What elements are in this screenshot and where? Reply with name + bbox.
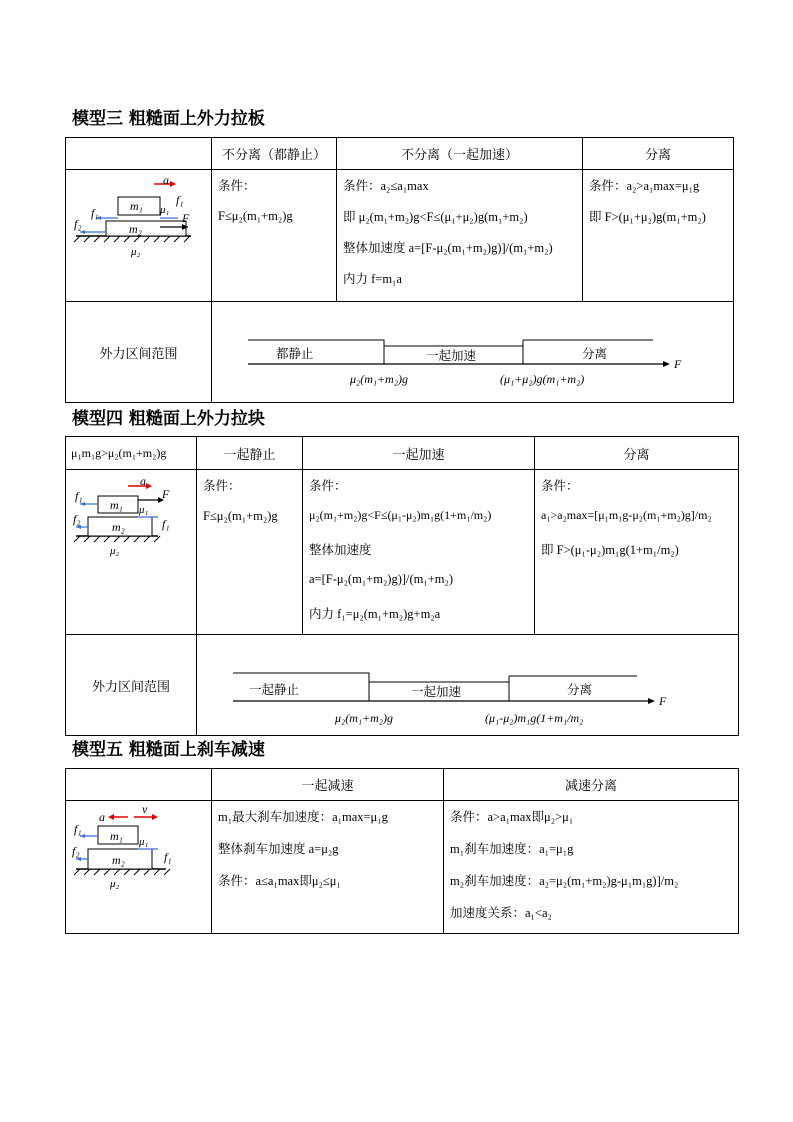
model4-header-2: 一起加速 — [303, 437, 535, 470]
model5-diagram-f1-right: f₁ — [164, 850, 172, 864]
model4-col1-line-1: 条件： — [203, 479, 241, 493]
model3-diagram-mu2: μ₂ — [131, 246, 141, 258]
model4-top-block-label: m₁ — [110, 498, 123, 512]
model5-col1-cell — [212, 801, 444, 934]
model4-bar-3: 分离 — [567, 682, 593, 697]
model5-col2-line-1: 条件：a>a₁max即μ₂>μ₁ — [450, 810, 574, 824]
model3-bar-2: 一起加速 — [426, 348, 477, 363]
model3-corner-cell — [66, 138, 212, 170]
model5-col1-line-3: 条件：a≤a₁max即μ₂≤μ₁ — [218, 874, 341, 888]
model4-col2-line-1: 条件： — [309, 479, 347, 493]
model4-block-diagram — [66, 470, 197, 630]
model4-col3-line-1: 条件： — [541, 479, 579, 493]
model5-diagram-f2: f₂ — [72, 844, 80, 858]
model3-col3-cell — [583, 170, 734, 302]
model4-col1-line-2: F≤μ₂(m₁+m₂)g — [203, 509, 278, 523]
model5-table — [65, 768, 739, 934]
model3-header-1: 不分离（都静止） — [212, 138, 337, 170]
model3-col2-line-3: 整体加速度 a=[F-μ₂(m₁+m₂)g)]/(m₁+m₂) — [343, 241, 553, 255]
model5-header-2: 减速分离 — [444, 769, 739, 801]
model5-col2-line-3: m₂刹车加速度：a₂=μ₂(m₁+m₂)g-μ₁m₁g)]/m₂ — [450, 874, 679, 888]
model4-header-1: 一起静止 — [197, 437, 303, 470]
model4-range-chart — [197, 635, 739, 731]
model4-diagram-a: a — [140, 474, 146, 488]
model4-axis-F: F — [659, 694, 667, 708]
model3-diagram-F: F — [182, 211, 190, 225]
model4-corner-text: μ₁m₁g>μ₂(m₁+m₂)g — [71, 445, 167, 460]
model5-title: 模型五 粗糙面上刹车减速 — [72, 740, 265, 760]
model4-diagram-f2: f₂ — [73, 512, 81, 526]
model5-diagram-f1-top: f₁ — [74, 822, 82, 836]
model4-bottom-block-label: m₂ — [112, 520, 125, 534]
model3-bar-3: 分离 — [582, 346, 608, 361]
model4-col2-line-2: μ₂(m₁+m₂)g<F≤(μ₁-μ₂)m₁g(1+m₁/m₂) — [309, 508, 492, 522]
model4-diagram-f1-right: f₁ — [162, 517, 170, 531]
model3-table — [65, 137, 734, 403]
model5-bottom-block-label: m₂ — [112, 853, 125, 867]
model4-col1-cell — [197, 470, 303, 635]
model3-col3-line-2: 即 F>(μ₁+μ₂)g(m₁+m₂) — [589, 210, 706, 224]
model3-header-2: 不分离（一起加速） — [337, 138, 583, 170]
model3-diagram-cell — [66, 170, 212, 302]
model3-col1-line-1: 条件： — [218, 179, 256, 193]
model4-col3-line-3: 即 F>(μ₁-μ₂)m₁g(1+m₁/m₂) — [541, 543, 679, 557]
model4-col3-cell — [535, 470, 739, 635]
model4-table — [65, 436, 739, 736]
model5-col1-line-2: 整体刹车加速度 a=μ₂g — [218, 842, 339, 856]
model5-diagram-a: a — [99, 810, 105, 824]
model3-col2-line-4: 内力 f=m₁a — [343, 272, 402, 286]
model4-diagram-mu1: μ₁ — [139, 504, 149, 516]
model4-title: 模型四 粗糙面上外力拉块 — [72, 409, 265, 429]
model4-threshold-2: (μ₁-μ₂)m₁g(1+m₁/m₂ — [485, 711, 584, 725]
model3-axis-F: F — [674, 357, 682, 371]
model3-diagram-a: a — [163, 173, 169, 187]
model3-threshold-1: μ₂(m₁+m₂)g — [350, 372, 408, 386]
model5-col2-line-2: m₁刹车加速度：a₁=μ₁g — [450, 842, 574, 856]
model3-range-label: 外力区间范围 — [66, 302, 212, 403]
model5-col2-cell — [444, 801, 739, 934]
model3-col1-line-2: F≤μ₂(m₁+m₂)g — [218, 209, 293, 223]
model4-col2-cell — [303, 470, 535, 635]
model4-bar-2: 一起加速 — [411, 684, 462, 699]
model3-bottom-block-label: m₂ — [129, 222, 142, 236]
model4-col3-line-2: a₁>a₂max=[μ₁m₁g-μ₂(m₁+m₂)g]/m₂ — [541, 508, 712, 522]
model3-col3-line-1: 条件：a₂>a₁max=μ₁g — [589, 179, 700, 193]
model4-corner-cell — [66, 437, 197, 470]
model5-diagram-v: v — [142, 802, 148, 816]
model3-diagram-f1-left: f₁ — [91, 206, 99, 220]
model5-header-1: 一起减速 — [212, 769, 444, 801]
model4-header-3: 分离 — [535, 437, 739, 470]
model3-col1-cell — [212, 170, 337, 302]
model3-title: 模型三 粗糙面上外力拉板 — [72, 109, 265, 129]
model3-col2-line-1: 条件：a₂≤a₁max — [343, 179, 429, 193]
model5-top-block-label: m₁ — [110, 829, 123, 843]
model3-top-block-label: m₁ — [130, 199, 143, 213]
model3-header-3: 分离 — [583, 138, 734, 170]
model5-diagram-mu2: μ₂ — [110, 878, 120, 890]
model3-diagram-mu1: μ₁ — [160, 204, 170, 216]
model4-diagram-cell — [66, 470, 197, 635]
model3-block-diagram — [66, 170, 212, 297]
model3-col2-cell — [337, 170, 583, 302]
model4-range-label: 外力区间范围 — [66, 635, 197, 736]
model4-diagram-f1-top: f₁ — [75, 489, 83, 503]
model4-col2-line-3: 整体加速度 — [309, 543, 372, 557]
model5-corner-cell — [66, 769, 212, 801]
model4-range-cell — [197, 635, 739, 736]
model4-diagram-F: F — [162, 487, 170, 501]
model5-diagram-mu1: μ₁ — [139, 836, 149, 848]
model4-diagram-mu2: μ₂ — [110, 545, 120, 557]
model3-range-cell — [212, 302, 734, 403]
model5-col1-line-1: m₁最大刹车加速度：a₁max=μ₁g — [218, 810, 388, 824]
model4-bar-1: 一起静止 — [249, 682, 300, 697]
model4-col2-line-4: a=[F-μ₂(m₁+m₂)g)]/(m₁+m₂) — [309, 572, 454, 586]
model3-threshold-2: (μ₁+μ₂)g(m₁+m₂) — [500, 372, 585, 386]
model4-threshold-1: μ₂(m₁+m₂)g — [335, 711, 393, 725]
model4-col2-line-5: 内力 f₁=μ₂(m₁+m₂)g+m₂a — [309, 607, 441, 621]
model3-col2-line-2: 即 μ₂(m₁+m₂)g<F≤(μ₁+μ₂)g(m₁+m₂) — [343, 210, 528, 224]
model3-range-chart — [212, 302, 734, 398]
model3-diagram-f1-top: f₁ — [176, 193, 184, 207]
model3-diagram-f2: f₂ — [74, 217, 82, 231]
model5-block-diagram — [66, 801, 212, 929]
model3-bar-1: 都静止 — [276, 346, 314, 361]
model5-diagram-cell — [66, 801, 212, 934]
model5-col2-line-4: 加速度关系：a₁<a₂ — [450, 906, 552, 920]
